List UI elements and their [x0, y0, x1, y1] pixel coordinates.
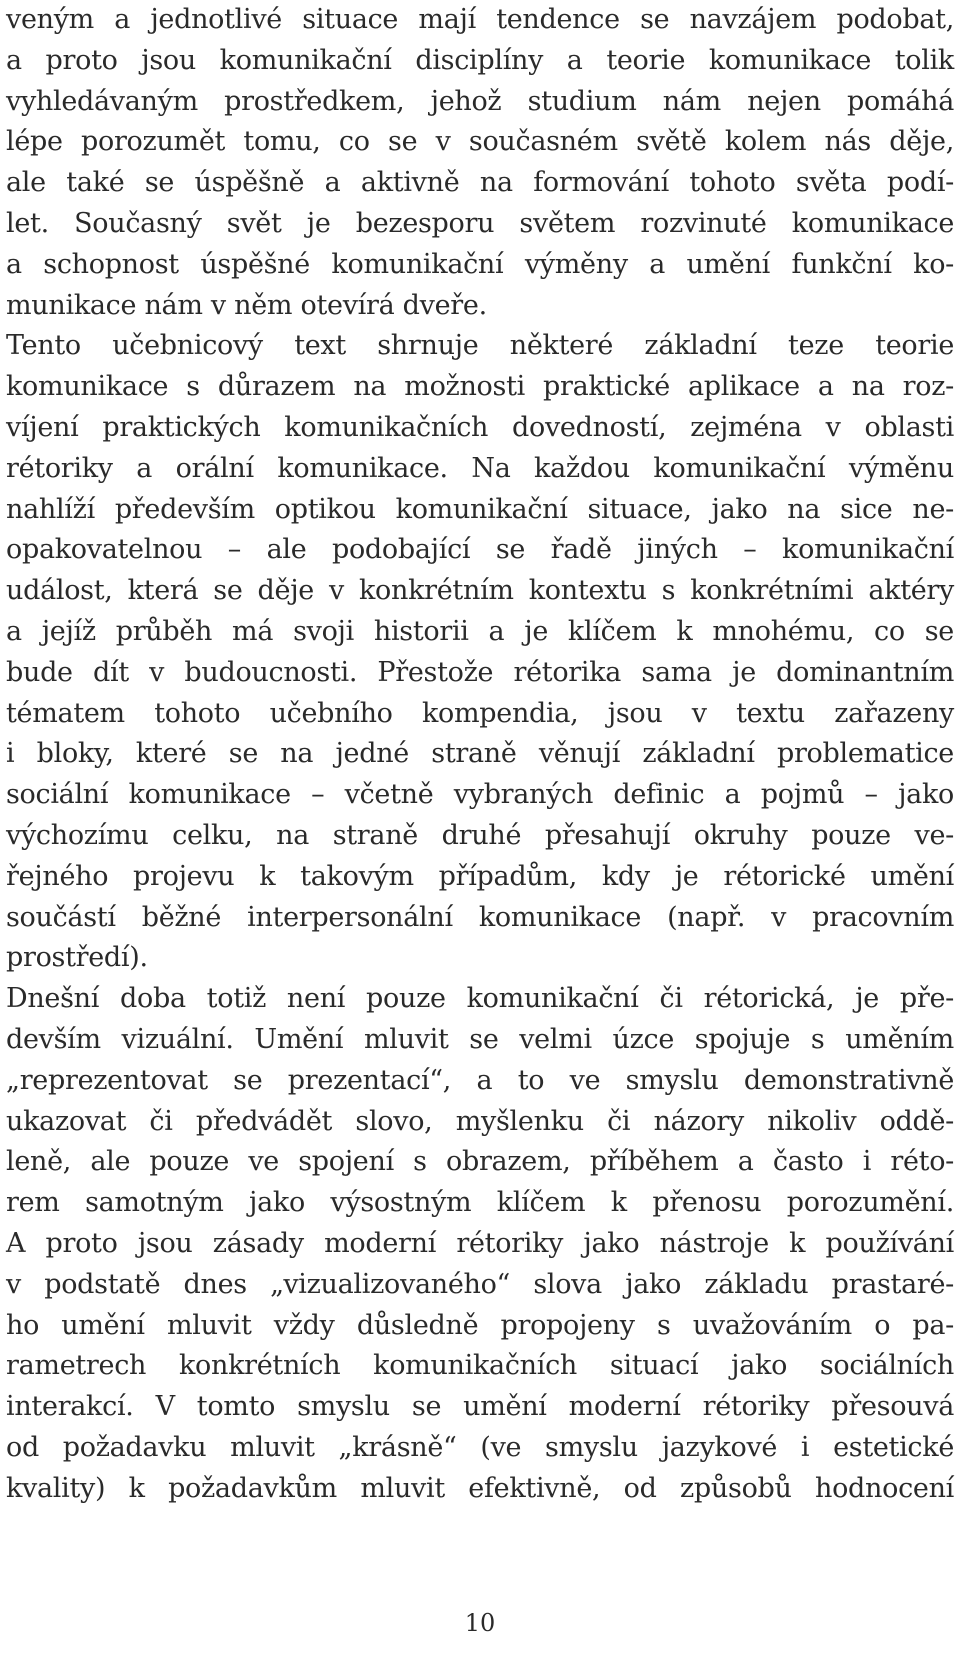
text-line: a schopnost úspěšné komunikační výměny a umění funkční ko- [6, 248, 954, 280]
text-line: od požadavku mluvit „krásně“ (ve smyslu jazykové i estetické [6, 1431, 954, 1463]
text-line: let. Současný svět je bezesporu světem rozvinuté komunikace [6, 207, 954, 239]
text-line: lépe porozumět tomu, co se v současném světě kolem nás děje, [6, 126, 954, 158]
text-line: ho umění mluvit vždy důsledně propojeny s uvažováním o pa- [6, 1309, 954, 1341]
text-line: řejného projevu k takovým případům, kdy je rétorické umění [6, 860, 954, 892]
text-line: komunikace s důrazem na možnosti praktické aplikace a na roz- [6, 371, 954, 403]
text-line: devším vizuální. Umění mluvit se velmi úzce spojuje s uměním [6, 1023, 954, 1055]
text-line: víjení praktických komunikačních dovedností, zejména v oblasti [6, 411, 954, 443]
text-line: i bloky, které se na jedné straně věnují základní problematice [6, 738, 954, 770]
text-line: Tento učebnicový text shrnuje některé základní teze teorie [6, 330, 954, 362]
text-line: rametrech konkrétních komunikačních situací jako sociálních [6, 1350, 954, 1382]
text-line: Dnešní doba totiž není pouze komunikační či rétorická, je pře- [6, 983, 954, 1015]
text-line: výchozímu celku, na straně druhé přesahují okruhy pouze ve- [6, 819, 954, 851]
text-line: událost, která se děje v konkrétním kontextu s konkrétními aktéry [6, 575, 954, 607]
text-line: součástí běžné interpersonální komunikace (např. v pracovním [6, 901, 954, 933]
text-line: sociální komunikace – včetně vybraných definic a pojmů – jako [6, 779, 954, 811]
page-number: 10 [464, 1609, 496, 1637]
text-line: leně, ale pouze ve spojení s obrazem, příběhem a často i réto- [6, 1146, 954, 1178]
text-line: ukazovat či předvádět slovo, myšlenku či názory nikoliv oddě- [6, 1105, 954, 1137]
text-line: veným a jednotlivé situace mají tendence se navzájem podobat, [6, 4, 954, 35]
text-line: interakcí. V tomto smyslu se umění moderní rétoriky přesouvá [6, 1391, 954, 1423]
text-line: ale také se úspěšně a aktivně na formování tohoto světa podí- [6, 167, 954, 199]
text-line: nahlíží především optikou komunikační situace, jako na sice ne- [6, 493, 954, 525]
text-line: bude dít v budoucnosti. Přestože rétorika sama je dominantním [6, 656, 954, 688]
text-line: vyhledávaným prostředkem, jehož studium nám nejen pomáhá [6, 85, 954, 117]
text-line: prostředí). [6, 942, 148, 974]
text-line: v podstatě dnes „vizualizovaného“ slova jako základu prastaré- [6, 1268, 954, 1300]
text-line: kvality) k požadavkům mluvit efektivně, od způsobů hodnocení [6, 1472, 954, 1504]
document-page [6, 0, 954, 1677]
text-line: a proto jsou komunikační disciplíny a teorie komunikace tolik [6, 44, 954, 76]
text-line: „reprezentovat se prezentací“, a to ve smyslu demonstrativně [6, 1064, 954, 1096]
text-line: munikace nám v něm otevírá dveře. [6, 289, 487, 321]
text-line: opakovatelnou – ale podobající se řadě jiných – komunikační [6, 534, 954, 566]
text-line: a jejíž průběh má svoji historii a je klíčem k mnohému, co se [6, 615, 954, 647]
text-line: tématem tohoto učebního kompendia, jsou v textu zařazeny [6, 697, 954, 729]
body-text [6, 0, 954, 1509]
text-line: A proto jsou zásady moderní rétoriky jako nástroje k používání [6, 1227, 954, 1259]
text-line: rétoriky a orální komunikace. Na každou komunikační výměnu [6, 452, 954, 484]
text-line: rem samotným jako výsostným klíčem k přenosu porozumění. [6, 1187, 954, 1219]
